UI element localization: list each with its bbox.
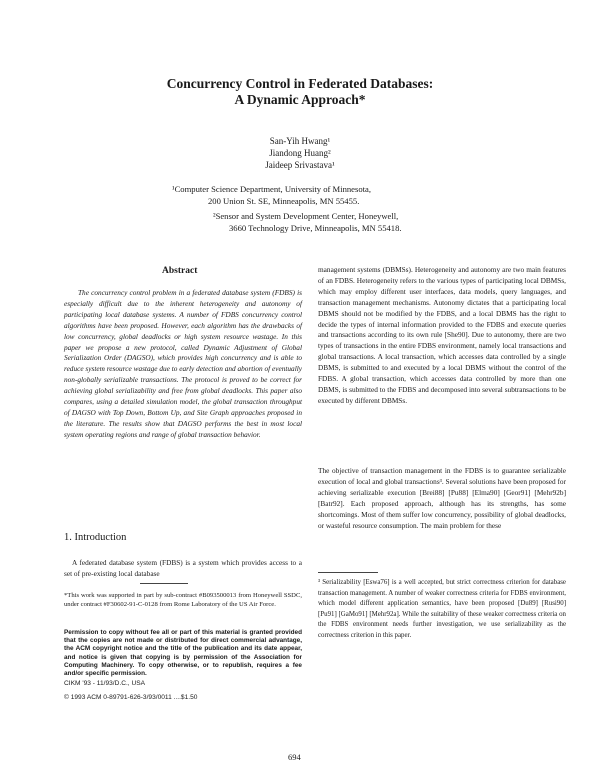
footnote-rule: [140, 583, 188, 584]
footnote-3-rule: [318, 572, 378, 573]
affiliation-1-line-2: 200 Union St. SE, Minneapolis, MN 55455.: [208, 196, 360, 206]
author-3: Jaideep Srivastava¹: [265, 160, 335, 170]
introduction-heading: 1. Introduction: [64, 532, 127, 543]
affiliation-2-line-2: 3660 Technology Drive, Minneapolis, MN 55418.: [229, 223, 402, 233]
paper-title-line-2: A Dynamic Approach*: [234, 92, 366, 107]
acm-copyright-line: © 1993 ACM 0-89791-626-3/93/0011 ....$1.50: [64, 694, 198, 701]
abstract-text: The concurrency control problem in a federated database system (FDBS) is especially difficult due to the inherent heterogeneity and autonomy of participating local database systems. A number of FDBS concurrency control algorithms have been proposed. However, each algorithm has the drawbacks of low concurrency, global deadlocks or high system resource wastage. In this paper we propose a new protocol, called Dynamic Adjustment of Global Serialization Order (DAGSO), which provides high concurrency and is able to reduce system resource wastage due to early detection and abortion of eventually non-globally serializable transactions. The protocol is proved to be correct for achieving global serializability and free from global deadlocks. This paper also compares, using a detailed simulation model, the global transaction throughput of DAGSO with Top Down, Bottom Up, and Site Graph approaches proposed in the literature. The results show that DAGSO performs the best in most local system operating regions and range of global transaction behavior.: [64, 288, 302, 439]
abstract-heading: Abstract: [162, 266, 198, 276]
footnote-funding: *This work was supported in part by sub-contract #B093500013 from Honeywell SSDC, under contract #F30602-91-C-0128 from Rome Laboratory of the US Air Force.: [64, 592, 302, 608]
author-1: San-Yih Hwang¹: [269, 136, 331, 146]
conference-line: CIKM '93 - 11/93/D.C., USA: [64, 680, 146, 687]
right-column-paragraph-2: The objective of transaction management in the FDBS is to guarantee serializable execution of local and global transactions³. Several solutions have been proposed for achieving serializable execution [Brei88] [Pu88] [Elma90] [Geor91] [Mehr92b] [Batr92]. Each proposed approach, although has its strengths, has some shortcomings. Most of them suffer low concurrency, possibility of global deadlocks, or wasteful resource consumption. The main problem for these: [318, 466, 566, 530]
affiliation-1-line-1: ¹Computer Science Department, University of Minnesota,: [172, 184, 371, 194]
footnote-serializability: ³ Serializability [Eswa76] is a well accepted, but strict correctness criterion for database transaction management. A number of weaker correctness criteria for FDBS environment, which model different application semantics, have been proposed [Du89] [Rusi90] [Pu91] [GaMo91] [Mehr92a]. While the suitability of these weaker correctness criteria on the FDBS environment needs further investigation, we use serializability as the correctness criterion in this paper.: [318, 579, 566, 639]
author-2: Jiandong Huang²: [269, 148, 331, 158]
page-number: 694: [288, 752, 301, 762]
right-column-paragraph-1: management systems (DBMSs). Heterogeneity and autonomy are two main features of an FDBS. Heterogeneity refers to the various types of participating local DBMSs, which may employ different user interfaces, data models, query languages, and transaction management mechanisms. Autonomy dictates that a participating local DBMS should not be modified by the FDBS, and a local DBMS has the right to decide the types of internal information provided to the FDBS and execute queries and transactions according to its own rule [She90]. Due to autonomy, there are two types of transactions in the entire FDBS environment, namely local transactions and global transactions. A local transaction, which accesses data controlled by a single DBMS, is submitted to and executed by a local DBMS without the control of the FDBS. A global transaction, which accesses data controlled by more than one DBMS, is submitted to the FDBS and decomposed into several subtransactions to be executed by different DBMSs.: [318, 265, 566, 405]
affiliation-2-line-1: ²Sensor and System Development Center, Honeywell,: [213, 211, 399, 221]
copyright-notice: Permission to copy without fee all or part of this material is granted provided that the copies are not made or distributed for direct commercial advantage, the ACM copyright notice and the title of the publication and its date appear, and notice is given that copying is by permission of the Association for Computing Machinery. To copy otherwise, or to republish, requires a fee and/or specific permission.: [64, 629, 302, 678]
introduction-text: A federated database system (FDBS) is a system which provides access to a set of pre-existing local database: [64, 558, 302, 578]
paper-title-line-1: Concurrency Control in Federated Databases:: [166, 76, 434, 91]
